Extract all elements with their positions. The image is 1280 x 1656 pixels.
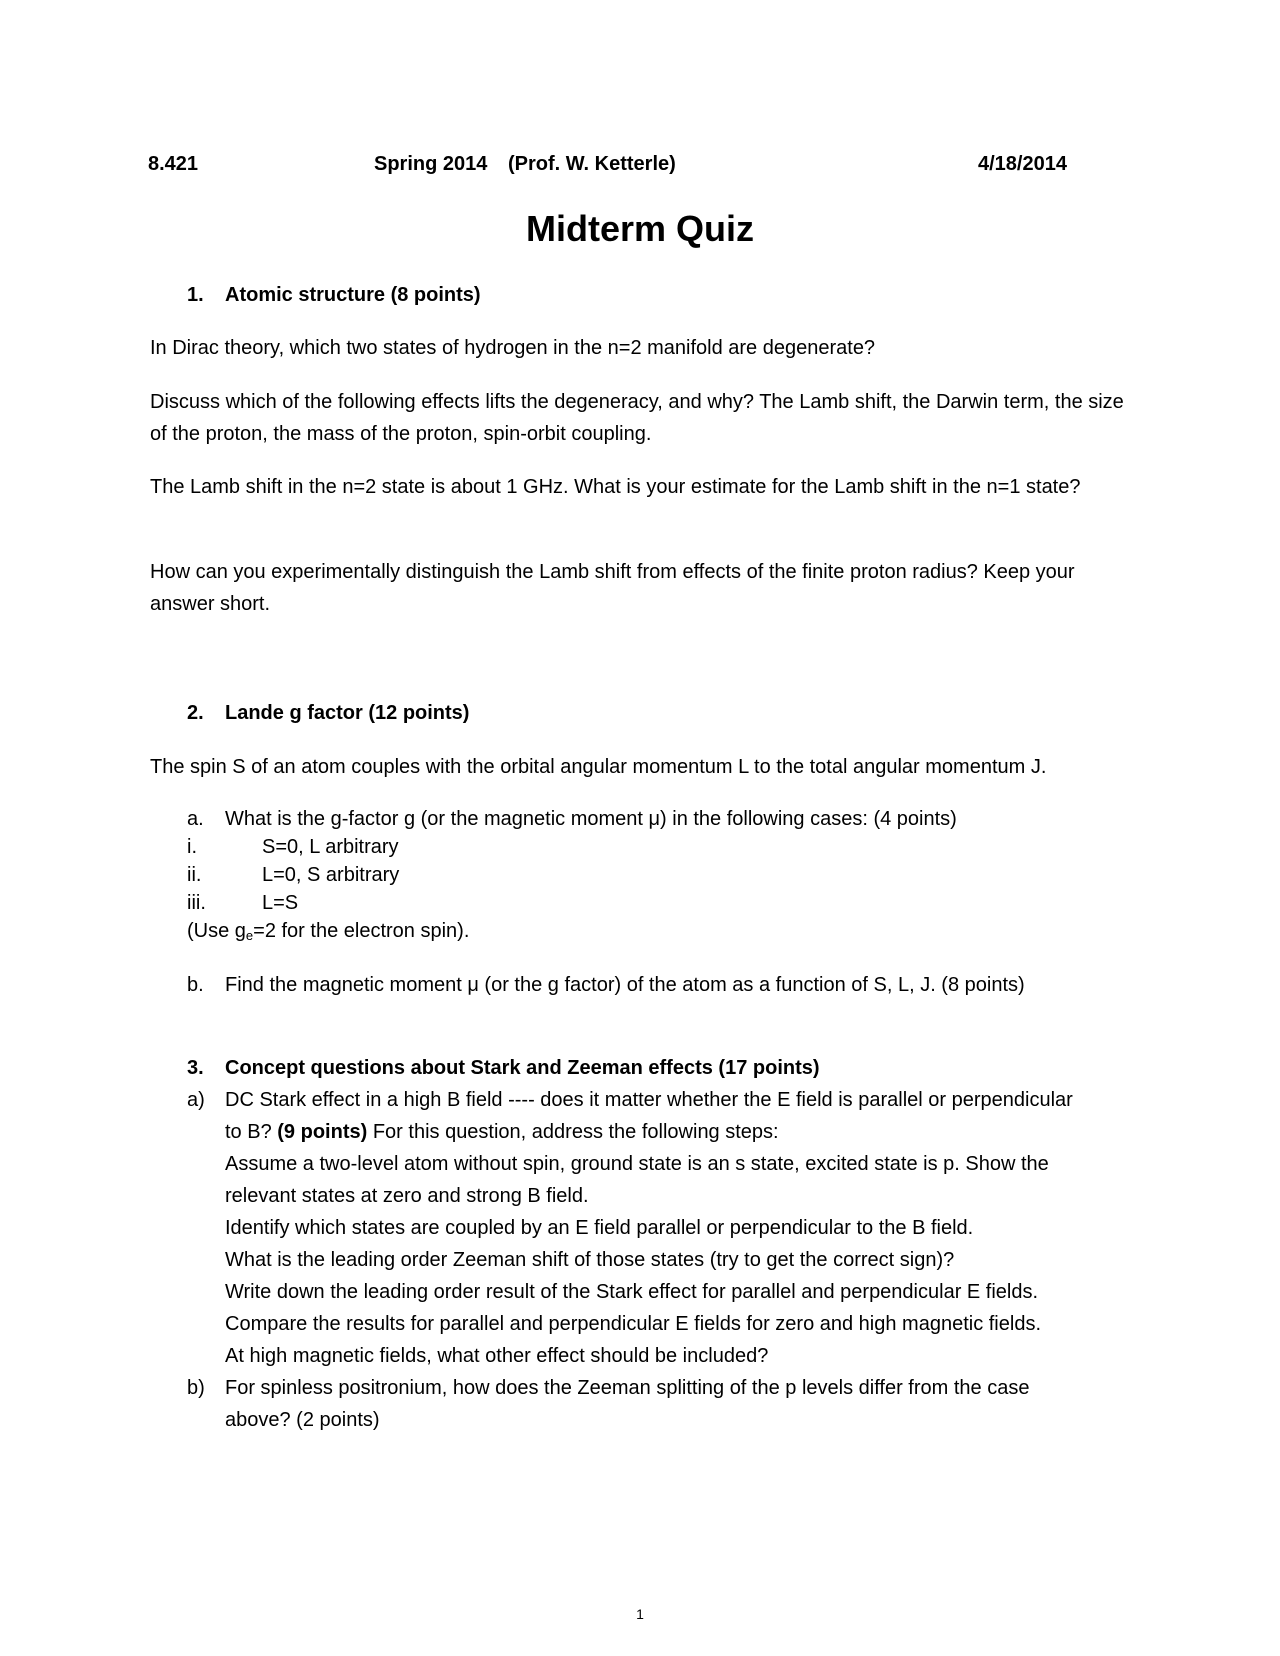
q1-paragraph-2: Discuss which of the following effects lifts the degeneracy, and why? The Lamb shift, the Darwin term, the size of the proton, the mass of the proton, spin-orbit coupling. <box>150 391 1124 445</box>
q3-step: At high magnetic fields, what other effect should be included? <box>225 1345 769 1367</box>
q2-intro: The spin S of an atom couples with the orbital angular momentum L to the total angular momentum J. <box>150 756 1047 778</box>
instructor: (Prof. W. Ketterle) <box>508 153 676 175</box>
q3-a-line-1: DC Stark effect in a high B field ---- does it matter whether the E field is parallel or perpendicular <box>225 1089 1073 1111</box>
q2-case-text: S=0, L arbitrary <box>262 836 399 858</box>
q3-step: Assume a two-level atom without spin, ground state is an s state, excited state is p. Show the <box>225 1153 1049 1175</box>
q3-step: Compare the results for parallel and perpendicular E fields for zero and high magnetic fields. <box>225 1313 1041 1335</box>
q3-a-line-2-pre: to B? <box>225 1121 272 1143</box>
q2-case-label: ii. <box>187 864 202 886</box>
q2-note <box>187 920 469 943</box>
q3-step: relevant states at zero and strong B field. <box>225 1185 589 1207</box>
q2-case-label: iii. <box>187 892 206 914</box>
q3-a-line-2 <box>225 1121 779 1144</box>
q3-b-line-2: above? (2 points) <box>225 1409 380 1431</box>
q3-b-line-1: For spinless positronium, how does the Zeeman splitting of the p levels differ from the case <box>225 1377 1030 1399</box>
q3-a-line-2-post: For this question, address the following steps: <box>372 1121 779 1143</box>
course-number: 8.421 <box>148 153 199 175</box>
q3-b-label: b) <box>187 1377 205 1399</box>
page-title: Midterm Quiz <box>525 208 754 249</box>
q2-case-label: i. <box>187 836 197 858</box>
q3-number: 3. <box>187 1057 204 1079</box>
q2-note-pre: (Use g <box>187 920 246 942</box>
q2-note-subscript: e <box>245 928 254 943</box>
q3-a-points: (9 points) <box>277 1121 368 1143</box>
q3-heading: Concept questions about Stark and Zeeman effects (17 points) <box>225 1057 820 1079</box>
q2-a-label: a. <box>187 808 204 830</box>
q1-paragraph-4: How can you experimentally distinguish the Lamb shift from effects of the finite proton radius? Keep your answer short. <box>150 561 1075 615</box>
q2-note-post: =2 for the electron spin). <box>253 920 470 942</box>
q2-a-text: What is the g-factor g (or the magnetic moment μ) in the following cases: (4 points) <box>225 808 957 830</box>
q1-heading: Atomic structure (8 points) <box>225 284 481 306</box>
q3-step: What is the leading order Zeeman shift of those states (try to get the correct sign)? <box>225 1249 955 1271</box>
q2-case-text: L=S <box>262 892 299 914</box>
page-number: 1 <box>636 1606 644 1622</box>
term: Spring 2014 <box>374 153 488 175</box>
q2-b-label: b. <box>187 974 204 996</box>
date: 4/18/2014 <box>978 153 1067 175</box>
q2-heading: Lande g factor (12 points) <box>225 702 470 724</box>
q2-case-text: L=0, S arbitrary <box>262 864 400 886</box>
q3-step: Identify which states are coupled by an E field parallel or perpendicular to the B field. <box>225 1217 974 1239</box>
q1-paragraph-1: In Dirac theory, which two states of hydrogen in the n=2 manifold are degenerate? <box>150 337 876 359</box>
q1-number: 1. <box>187 284 204 306</box>
q1-paragraph-3: The Lamb shift in the n=2 state is about 1 GHz. What is your estimate for the Lamb shift in the n=1 state? <box>150 476 1081 498</box>
q2-number: 2. <box>187 702 204 724</box>
q3-step: Write down the leading order result of the Stark effect for parallel and perpendicular E fields. <box>225 1281 1039 1303</box>
q2-b-text: Find the magnetic moment μ (or the g factor) of the atom as a function of S, L, J. (8 points) <box>225 974 1025 996</box>
q3-a-label: a) <box>187 1089 205 1111</box>
